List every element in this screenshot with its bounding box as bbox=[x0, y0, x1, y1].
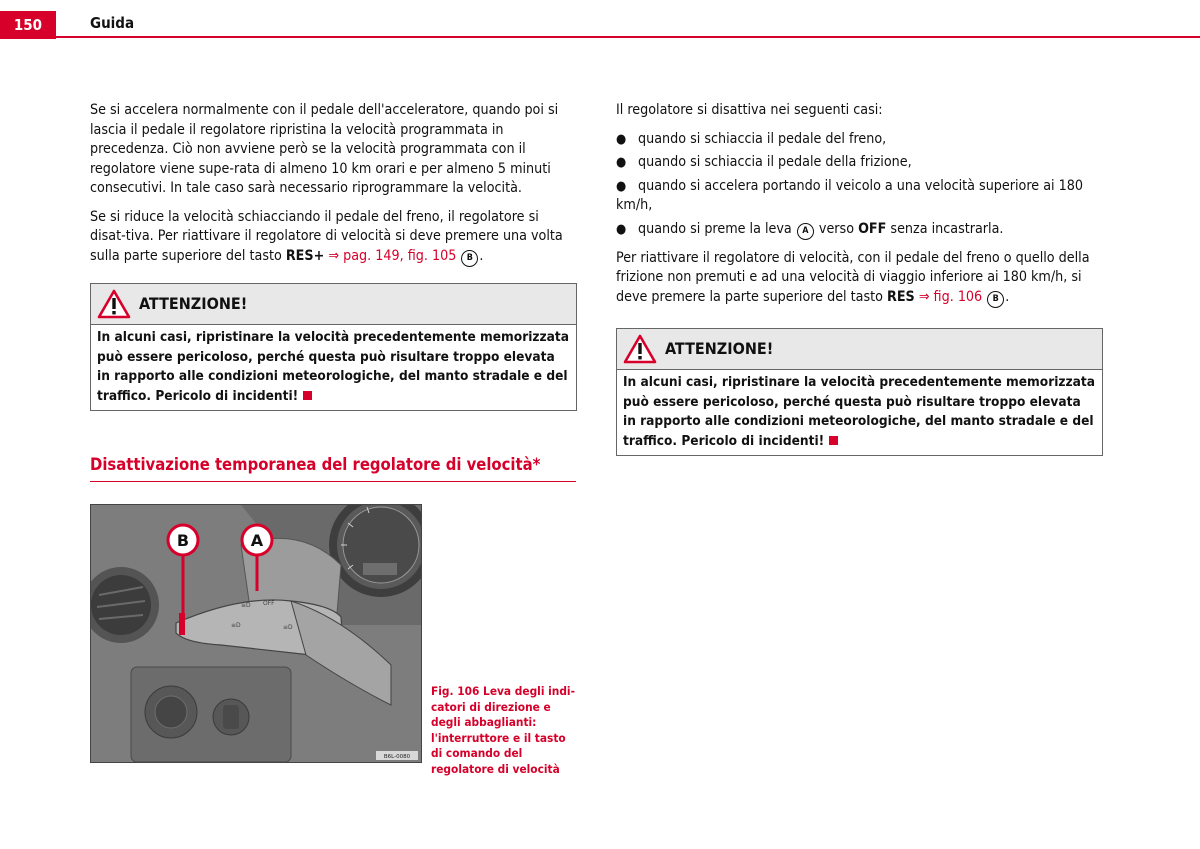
warning-text: In alcuni casi, ripristinare la velocità precedentemente memorizzata può essere pericoloso, perché questa può risultare troppo elevata in rapporto alle condizioni meteorologiche, del manto stradale e del traffico. Pericolo di incidenti! bbox=[97, 329, 570, 404]
paragraph: Se si accelera normalmente con il pedale dell'acceleratore, quando poi si lascia il pedale il regolatore ripristina la velocità programmata in precedenza. Ciò non avviene però se la velocità programmata con il regolatore viene supe-rata di almeno 10 km orari e per almeno 5 minuti consecutivi. In tale caso sarà necessario riprogrammare la velocità. bbox=[90, 102, 559, 196]
figure-code: B6L-0080 bbox=[383, 754, 411, 760]
header-rule bbox=[56, 36, 1200, 38]
end-marker-icon bbox=[303, 391, 312, 400]
warning-box bbox=[90, 283, 577, 411]
right-column bbox=[616, 101, 1104, 308]
paragraph-text: Se si riduce la velocità schiacciando il pedale del freno, il regolatore si disat-tiva. Per riattivare il regolatore di velocità si deve premere una volta sulla parte superiore del tasto bbox=[90, 208, 563, 264]
page-number: 150 bbox=[0, 11, 56, 39]
callout-b-label: B bbox=[176, 531, 190, 550]
warning-triangle-icon bbox=[97, 289, 131, 319]
key-label: RES bbox=[887, 288, 915, 305]
callout-a-label: A bbox=[250, 531, 264, 550]
svg-text:OFF: OFF bbox=[263, 600, 275, 607]
list-item-text: quando si accelera portando il veicolo a una velocità superiore ai 180 km/h, bbox=[616, 177, 1083, 213]
section-title: Disattivazione temporanea del regolatore di velocità* bbox=[90, 455, 576, 482]
figure-reference-link[interactable]: ⇒ fig. 106 bbox=[918, 288, 983, 305]
bullet-dot-icon: ● bbox=[616, 155, 627, 170]
figure-image bbox=[90, 504, 422, 763]
section-header: Guida bbox=[90, 14, 135, 32]
list-item-text: verso bbox=[818, 220, 854, 237]
warning-text: In alcuni casi, ripristinare la velocità precedentemente memorizzata può essere pericoloso, perché questa può risultare troppo elevata in rapporto alle condizioni meteorologiche, del manto stradale e del traffico. Pericolo di incidenti! bbox=[623, 374, 1096, 449]
bullet-dot-icon: ● bbox=[616, 178, 627, 194]
warning-header bbox=[617, 329, 1102, 370]
bullet-dot-icon: ● bbox=[616, 131, 627, 147]
list-item-text: quando si schiaccia il pedale del freno, bbox=[638, 130, 887, 147]
list-item-text: quando si schiaccia il pedale della frizione, bbox=[638, 154, 912, 170]
list-item-text: senza incastrarla. bbox=[890, 220, 1004, 237]
bullet-dot-icon: ● bbox=[616, 221, 627, 237]
svg-text:≡D: ≡D bbox=[231, 622, 241, 629]
warning-title: ATTENZIONE! bbox=[139, 294, 248, 314]
warning-box bbox=[616, 328, 1103, 456]
list-item-text: quando si preme la leva bbox=[638, 220, 792, 237]
warning-title: ATTENZIONE! bbox=[665, 339, 774, 359]
callout-circle: A bbox=[797, 223, 814, 240]
bullet-list bbox=[616, 130, 1104, 240]
paragraph: Se si riduce la velocità schiacciando il pedale del freno, il regolatore si disat-tiva. Per riattivare il regolatore di velocità si deve premere una volta sulla parte superiore del tasto RES+ ⇒ pag. 149, fig. 105 B . bbox=[90, 208, 576, 267]
callout-circle: B bbox=[987, 291, 1004, 308]
warning-triangle-icon bbox=[623, 334, 657, 364]
key-label: OFF bbox=[858, 220, 887, 237]
paragraph-text: Per riattivare il regolatore di velocità, con il pedale del freno o quello della frizione non premuti e ad una velocità di viaggio inferiore ai 180 km/h, si deve premere la parte superiore del tasto bbox=[616, 249, 1090, 305]
callout-circle: B bbox=[461, 250, 478, 267]
left-column bbox=[90, 101, 576, 267]
svg-text:≡D: ≡D bbox=[241, 602, 251, 609]
end-marker-icon bbox=[829, 436, 838, 445]
warning-header bbox=[91, 284, 576, 325]
svg-text:≡D: ≡D bbox=[283, 624, 293, 631]
dashboard-illustration bbox=[91, 505, 421, 762]
list-item bbox=[616, 130, 1104, 150]
warning-body bbox=[91, 325, 576, 410]
page-reference-link[interactable]: ⇒ pag. 149, fig. 105 bbox=[328, 247, 457, 264]
warning-body bbox=[617, 370, 1102, 455]
paragraph: Per riattivare il regolatore di velocità, con il pedale del freno o quello della frizione non premuti e ad una velocità di viaggio inferiore ai 180 km/h, si deve premere la parte superiore del tasto RES ⇒ fig. 106 B . bbox=[616, 249, 1104, 308]
list-item bbox=[616, 153, 1104, 173]
list-item bbox=[616, 177, 1104, 216]
figure-caption: Fig. 106 Leva degli indi-catori di direzione e degli abbaglianti: l'interruttore e il tasto di comando del regolatore di velocità bbox=[431, 684, 575, 776]
key-label: RES+ bbox=[285, 247, 325, 264]
list-item bbox=[616, 220, 1104, 240]
paragraph: Il regolatore si disattiva nei seguenti casi: bbox=[616, 102, 883, 118]
